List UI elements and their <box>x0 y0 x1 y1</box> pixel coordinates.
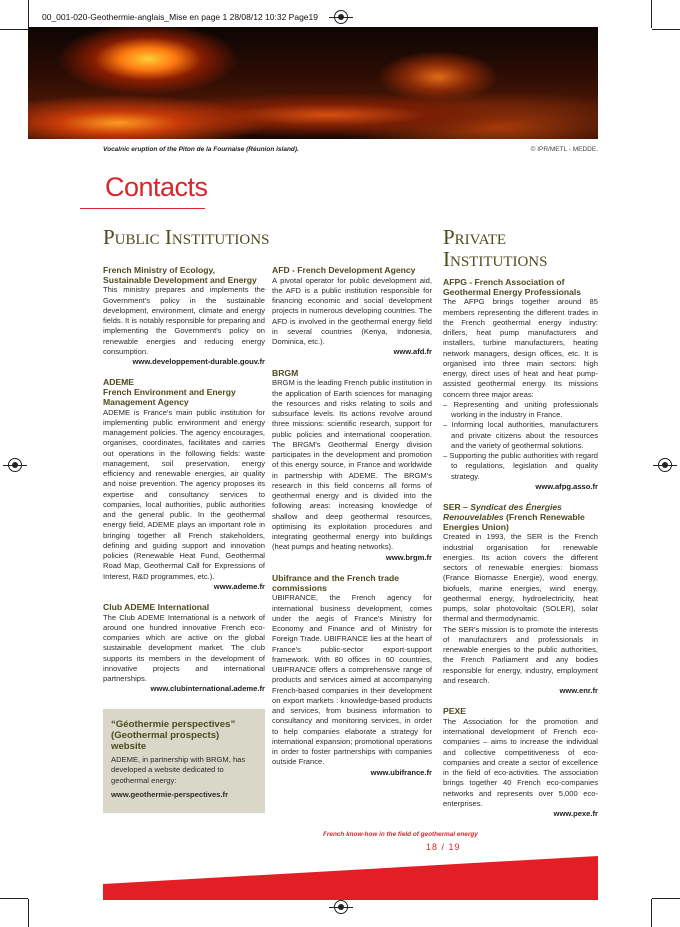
photo-caption: Vocalnic eruption of the Piton de la Fournaise (Réunion island). <box>103 146 299 153</box>
crop-mark <box>0 29 28 30</box>
title-part: Syndicat des Énergies Renouvelables <box>443 502 562 522</box>
title-part: (French Renewable Energies Union) <box>443 511 585 532</box>
afpg-missions-list <box>443 400 598 482</box>
title-underline <box>80 208 205 209</box>
entry-link[interactable]: www.afd.fr <box>393 347 432 357</box>
callout-title: “Géothermie perspectives” (Geothermal prospects) website <box>111 718 236 752</box>
callout-link[interactable]: www.geothermie-perspectives.fr <box>111 790 229 800</box>
list-item: – Supporting the public authorities with regard to regulations, legislation and quality strategy. <box>443 451 598 481</box>
red-footer-band <box>103 850 598 900</box>
column-public-2 <box>272 266 432 778</box>
entry-title <box>443 503 598 532</box>
entry-link[interactable]: www.developpement-durable.gouv.fr <box>132 357 265 367</box>
entry-link[interactable]: www.afpg.asso.fr <box>535 481 598 491</box>
page-title: Contacts <box>105 172 208 202</box>
photo-credit: © IPR/METL - MEDDE. <box>530 146 598 153</box>
entry-subtitle: French Environment and Energy Management Agency <box>103 387 236 407</box>
entry-link[interactable]: www.brgm.fr <box>385 552 432 562</box>
private-institutions-heading <box>443 226 548 270</box>
entry-body: The SER's mission is to promote the interests of manufacturers and professionals in renewable energies to the public authorities, the French Parliament and any bodies responsible for energy, industry, employment and research. <box>443 624 598 685</box>
entry-title: Club ADEME International <box>103 602 210 613</box>
callout-body: ADEME, in partnership with BRGM, has developed a website dedicated to geothermal energy: <box>111 754 246 785</box>
entry-body: A pivotal operator for public development aid, the AFD is a public institution responsible for financing economic and social development projects in numerous developing countries. The AFD is involved in the geothermal energy field in several countries (Kenya, Indonesia, Dominica, etc.). <box>272 275 432 347</box>
title-part: SER – <box>443 502 471 513</box>
volcano-photo <box>28 27 598 139</box>
print-slug: 00_001-020-Geothermie-anglais_Mise en page 1 28/08/12 10:32 Page19 <box>42 12 318 22</box>
crop-mark <box>0 898 28 899</box>
entry-title: Ubifrance and the French trade commissions <box>272 572 400 593</box>
registration-mark-icon <box>334 10 348 24</box>
footer-title: French know-how in the field of geothermal energy <box>323 831 478 838</box>
entry-body: ADEME is France's main public institution for implementing public environment and energy management policies. The agency encourages, organises, coordinates, facilitates and carries out operations in the following fields: waste management, soil preservation, energy efficiency and renewable energies, air quality and noise prevention. The agency proposes its expertise and consultancy services to companies, local authorities, public authorities and the general public. In the geothermal energy field, ADEME plays an important role in bringing together all French stakeholders, defining and guiding support and innovation policies (Renewable Heat Fund, Geothermal Road Map, Geothermal Call for Expressions of Interest, R&D programmes, etc.). <box>103 407 265 581</box>
entry-body: The AFPG brings together around 85 members representing the different trades in the French geothermal energy industry: drillers, heat pump manufacturers and installers, turbine manufacturers, heating network managers, design offices, etc. It is organised into three main sectors: high energy, direct uses of heat and heat pump-assisted geothermal energy. Its missions concern three major areas: <box>443 297 598 399</box>
heading-line: Private <box>443 225 507 249</box>
entry-body: BRGM is the leading French public institution in the application of Earth sciences for managing the resources and risks relating to soils and subsurface levels. Its actions revolve around three missions: scientific research, support for public policies and international cooperation. The BRGM's Geothermal Energy division participates in the development and promotion of this energy source, in France and worldwide in partnership with ADEME. The BRGM's research in this field concerns all forms of geothermal energy and is divided into the following areas: increasing knowledge of shallow and deep geothermal resources, optimising its exploitation procedures and integrating geothermal energy into buildings (heat pumps and heating networks). <box>272 378 432 552</box>
crop-mark <box>28 899 29 927</box>
entry-link[interactable]: www.enr.fr <box>559 686 598 696</box>
entry-body: Created in 1993, the SER is the French industrial organisation for renewable energies. Its action covers the different sectors of renewable energies: biomass (France Biomasse Energie), wood energy, biofuels, marine energies, wind energy, geothermal energy, hydroelectricity, heat pumps, solar photovoltaic (SOLER), solar thermal and thermodynamic. <box>443 532 598 624</box>
entry-title: AFD - French Development Agency <box>272 265 416 275</box>
entry-body: UBIFRANCE, the French agency for international business development, comes under the aegis of France's Ministry for Economy and Finance and of Ministry for Foreign Trade. UBIFRANCE lies at the heart of France's public-sector export-support framework. With 80 offices in 60 countries, UBIFRANCE offers a comprehensive range of products and services aimed at accompanying French-based companies in their development on export markets : knowledge-based products and services, from business information to consultancy and monitoring services, in order to help companies elaborate a strategy for international expansion; promotional operations in order to foster partnerships with companies outside France. <box>272 593 432 767</box>
list-item: – Representing and uniting professionals working in the industry in France. <box>443 399 598 420</box>
public-institutions-heading: Public Institutions <box>103 225 270 249</box>
entry-title: BRGM <box>272 367 299 378</box>
list-item: – Informing local authorities, manufacturers and private citizens about the resources and the variety of geothermal solutions. <box>443 420 598 450</box>
crop-mark <box>28 0 29 28</box>
entry-title: French Ministry of Ecology, Sustainable Development and Energy <box>103 265 257 285</box>
crop-mark <box>651 899 652 927</box>
entry-body: This ministry prepares and implements the Government's policy in the sustainable development, environment, climate and energy fields. It is notably responsible for preparing and implementing the Government's policy on renewable energies and reducing energy consumption. <box>103 285 265 356</box>
entry-link[interactable]: www.clubinternational.ademe.fr <box>150 684 265 694</box>
website-callout-box <box>103 709 265 813</box>
column-public-1 <box>103 266 265 813</box>
crop-mark <box>652 29 680 30</box>
page-number: 18 / 19 <box>426 842 461 852</box>
entry-title: AFPG - French Association of Geothermal Energy Professionals <box>443 277 582 297</box>
column-private <box>443 278 598 819</box>
crop-mark <box>651 0 652 28</box>
crop-mark <box>652 898 680 899</box>
registration-mark-icon <box>334 900 348 914</box>
heading-line: Institutions <box>443 247 548 271</box>
entry-body: The Club ADEME International is a network of around one hundred innovative French eco-companies which are active on the global sustainable development market. The club supports its members in the development of innovative projects and international partnerships. <box>103 612 265 684</box>
registration-mark-icon <box>8 458 22 472</box>
entry-body: The Association for the promotion and international development of French eco-companies – aims to increase the individual and collective competitiveness of eco-companies and create a sector of excellence in the field of eco-activities. The association brings together 40 French eco-companies networks and represents over 5,000 eco-enterprises. <box>443 716 598 808</box>
registration-mark-icon <box>658 458 672 472</box>
entry-title: PEXE <box>443 706 466 717</box>
entry-title: ADEME <box>103 377 135 388</box>
entry-link[interactable]: www.ademe.fr <box>213 581 265 591</box>
entry-link[interactable]: www.ubifrance.fr <box>370 767 432 777</box>
entry-link[interactable]: www.pexe.fr <box>553 809 598 819</box>
